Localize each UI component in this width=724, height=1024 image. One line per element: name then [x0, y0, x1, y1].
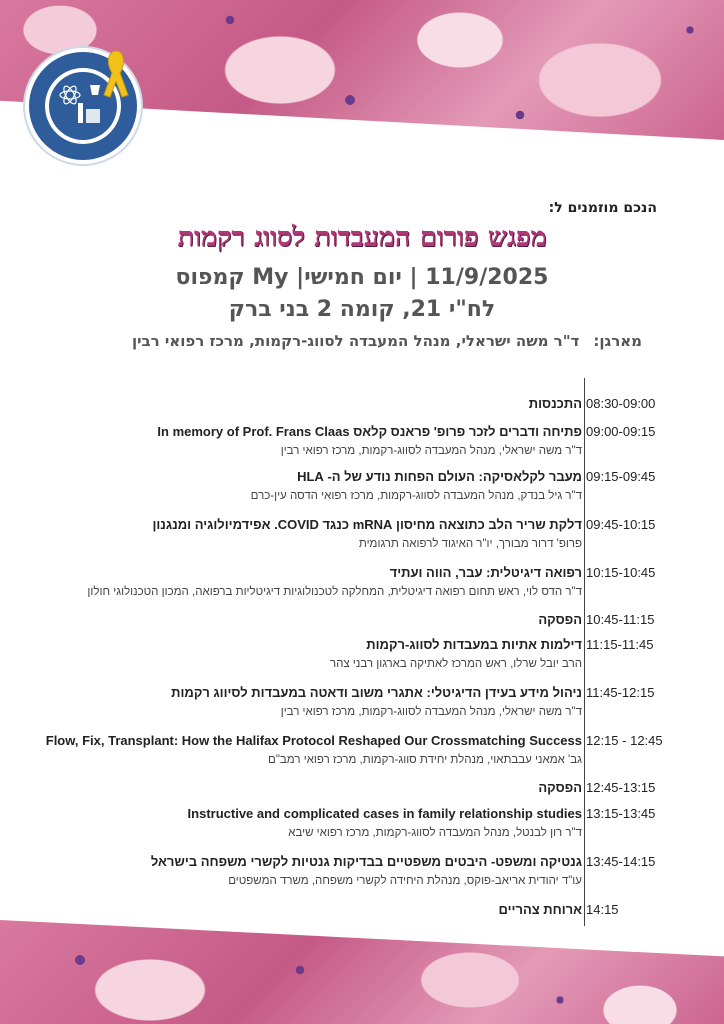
session-time: 13:45-14:15: [586, 854, 656, 869]
session-speaker: ד"ר משה ישראלי, מנהל המעבדה לסווג-רקמות, מרכז רפואי רבין: [280, 706, 582, 718]
session-time: 12:15 - 12:45: [586, 733, 663, 748]
session-speaker: ד"ר גיל בנדק, מנהל המעבדה לסווג-רקמות, מרכז רפואי הדסה עין-כרם: [250, 490, 582, 502]
session-speaker: פרופ' דרור מבורך, יו"ר האיגוד לרפואה תרגומית: [358, 538, 582, 550]
session-time: 13:15-13:45: [586, 806, 656, 821]
session-speaker: גב' אמאני עבבתאוי, מנהלת יחידת סווג-רקמות, מרכז רפואי רמב"ם: [268, 754, 582, 766]
session-speaker: עו"ד יהודית אריאב-פוקס, מנהלת היחידה לקשרי משפחה, משרד המשפטים: [228, 875, 582, 887]
invitation-intro: הנכם מוזמנים ל:: [548, 200, 657, 216]
session-title: ארוחת צהריים: [498, 902, 582, 917]
session-time: 08:30-09:00: [586, 396, 656, 411]
session-speaker: ד"ר משה ישראלי, מנהל המעבדה לסווג-רקמות, מרכז רפואי רבין: [280, 445, 582, 457]
session-title: רפואה דיגיטלית: עבר, הווה ועתיד: [389, 565, 582, 580]
iscls-logo: [22, 45, 144, 167]
session-title: הפסקה: [538, 780, 582, 795]
session-time: 10:15-10:45: [586, 565, 656, 580]
bottom-tissue-banner: [0, 920, 724, 1024]
session-title: התכנסות: [528, 396, 582, 411]
session-time: 09:45-10:15: [586, 517, 656, 532]
session-time: 10:45-11:15: [586, 612, 655, 627]
session-speaker: ד"ר הדס לוי, ראש תחום רפואה דיגיטלית, המחלקה לטכנולוגיות דיגיטליות ברפואה, המכון הטכנולוגי חולון: [87, 586, 582, 598]
session-title: מעבר לקלאסיקה: העולם הפחות נודע של ה- HLA: [297, 469, 582, 484]
session-time: 12:45-13:15: [586, 780, 656, 795]
session-title: דלקת שריר הלב כתוצאה מחיסון mRNA כנגד COVID. אפידמיולוגיה ומנגנון: [152, 517, 582, 532]
session-speaker: ד"ר רון לבנטל, מנהל המעבדה לסווג-רקמות, מרכז רפואי שיבא: [288, 827, 582, 839]
organizer-line: [132, 332, 642, 350]
session-time: 14:15: [586, 902, 619, 917]
organizer-name: ד"ר משה ישראלי, מנהל המעבדה לסווג-רקמות, מרכז רפואי רבין: [131, 332, 580, 350]
session-title: הפסקה: [538, 612, 582, 627]
session-title: פתיחה ודברים לזכר פרופ' פראנס קלאס In memory of Prof. Frans Claas: [157, 424, 582, 439]
session-title: Flow, Fix, Transplant: How the Halifax Protocol Reshaped Our Crossmatching Success: [45, 733, 582, 748]
organizer-label: מארגן:: [593, 332, 642, 350]
event-title: מפגש פורום המעבדות לסווג רקמות: [177, 222, 547, 253]
session-time: 11:15-11:45: [586, 637, 654, 652]
session-title: Instructive and complicated cases in family relationship studies: [187, 806, 582, 821]
session-title: ניהול מידע בעידן הדיגיטלי: אתגרי משוב ודאטה במעבדות לסיווג רקמות: [171, 685, 582, 700]
session-title: דילמות אתיות במעבדות לסווג-רקמות: [366, 637, 582, 652]
session-time: 09:00-09:15: [586, 424, 656, 439]
session-time: 11:45-12:15: [586, 685, 655, 700]
schedule-divider: [584, 378, 585, 926]
session-time: 09:15-09:45: [586, 469, 656, 484]
session-speaker: הרב יובל שרלו, ראש המרכז לאתיקה בארגון רבני צהר: [330, 658, 582, 670]
session-title: גנטיקה ומשפט- היבטים משפטיים בבדיקות גנטיות לקשרי משפחה בישראל: [150, 854, 582, 869]
event-date-line: 11/9/2025 | יום חמישי| My קמפוס: [175, 265, 549, 290]
event-venue-line: לח"י 21, קומה 2 בני ברק: [228, 297, 496, 322]
